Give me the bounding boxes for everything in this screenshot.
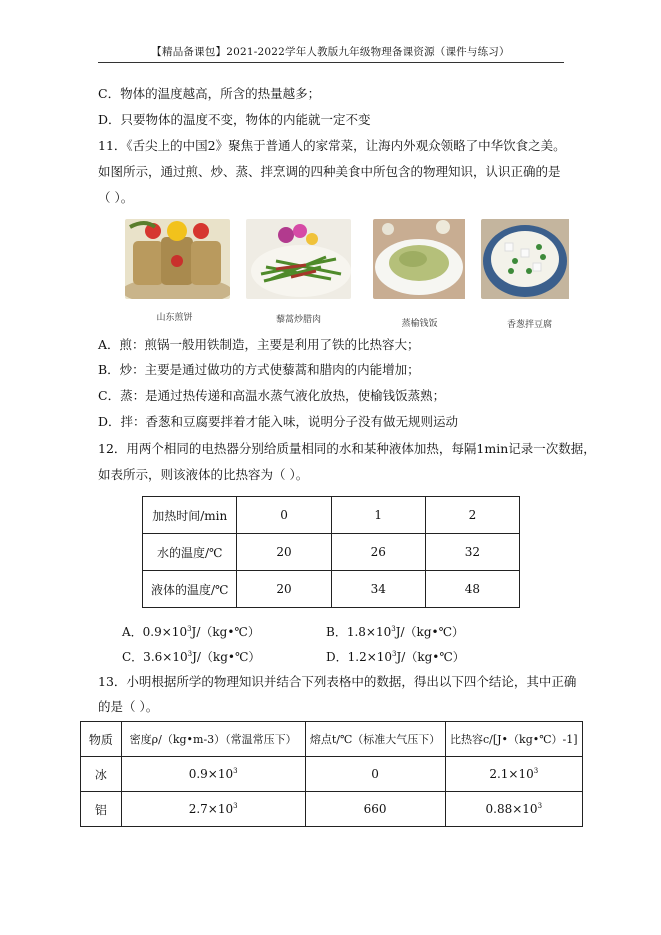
q12-data-table [142,496,520,608]
q13-stem-line1: 13．小明根据所学的物理知识并结合下列表格中的数据，得出以下四个结论，其中正确 [98,674,577,689]
q11-option-b: B．炒：主要是通过做功的方式使藜蒿和腊肉的内能增加； [98,362,420,377]
table-header-cell: 物质 [81,722,122,757]
table-row [143,571,520,608]
q11-stem-line1: 11．《舌尖上的中国2》聚焦于普通人的家常菜，让海内外观众领略了中华饮食之美。 [98,138,566,153]
q13-data-table [80,721,583,827]
table-cell: 0 [305,757,445,792]
q11-option-d: D．拌：香葱和豆腐要拌着才能入味，说明分子没有做无规则运动 [98,414,459,429]
pancake-image [125,219,230,299]
table-header-cell: 熔点t/℃（标准大气压下） [305,722,445,757]
q12-option-d: D．$1.2\times 10^3J/(kg•℃)$ [326,650,465,664]
table-row [81,792,583,827]
table-row [143,497,520,534]
image-caption-1: 山东煎饼 [156,313,193,323]
image-caption-2: 藜蒿炒腊肉 [275,315,321,325]
table-row [81,722,583,757]
table-cell: $0.88\times 10^3$ [445,792,582,827]
q11-option-a: A．煎：煎锅一般用铁制造，主要是利用了铁的比热容大； [98,337,420,352]
table-cell: 20 [237,571,331,608]
steamed-rice-image [373,219,478,299]
prev-option-d: D．只要物体的温度不变，物体的内能就一定不变 [98,112,371,127]
q12-stem-line1: 12．用两个相同的电热器分别给质量相同的水和某种液体加热，每隔1min记录一次数据， [98,441,596,456]
table-cell: 20 [237,534,331,571]
q11-option-c: C．蒸：是通过热传递和高温水蒸气液化放热，使榆钱饭蒸熟； [98,388,446,403]
prev-option-c: C．物体的温度越高，所含的热量越多； [98,86,321,101]
q12-option-a: A．$0.9\times 10^3J/(kg•℃)$ [122,625,260,639]
q13-stem-line2: 的是（ ）。 [98,699,159,714]
table-cell: $2.7\times 10^3$ [121,792,305,827]
q11-stem-line2: 如图所示，通过煎、炒、蒸、拌烹调的四种美食中所包含的物理知识，认识正确的是 [98,164,561,179]
table-row [81,757,583,792]
table-cell: 48 [425,571,519,608]
table-header-cell: 密度ρ/（kg•m-3）（常温常压下） [121,722,305,757]
table-cell: 冰 [81,757,122,792]
table-cell: 32 [425,534,519,571]
table-cell: 0 [237,497,331,534]
table-cell: 1 [331,497,425,534]
table-cell: 2 [425,497,519,534]
q12-option-b: B．$1.8\times 10^3J/(kg•℃)$ [326,625,465,639]
table-cell: 加热时间/min [143,497,237,534]
q12-option-c: C．$3.6\times 10^3J/(kg•℃)$ [122,650,261,664]
page-header: 【精品备课包】2021-2022学年人教版九年级物理备课资源（课件与练习） [151,46,510,58]
table-cell: 660 [305,792,445,827]
table-cell: 26 [331,534,425,571]
stir-fry-image [246,219,351,299]
image-caption-4: 香葱拌豆腐 [506,320,552,330]
tofu-image [481,219,586,299]
q11-stem-line3: （ ）。 [98,190,134,205]
table-cell: 液体的温度/℃ [143,571,237,608]
q12-stem-line2: 如表所示，则该液体的比热容为（ ）。 [98,467,309,482]
table-cell: $0.9\times 10^3$ [121,757,305,792]
table-cell: 34 [331,571,425,608]
table-cell: 铝 [81,792,122,827]
table-row [143,534,520,571]
image-caption-3: 蒸榆钱饭 [401,319,438,329]
table-cell: 水的温度/℃ [143,534,237,571]
table-header-cell: 比热容c/[J•（kg•℃）-1] [445,722,582,757]
header-divider [98,62,564,63]
table-cell: $2.1\times 10^3$ [445,757,582,792]
